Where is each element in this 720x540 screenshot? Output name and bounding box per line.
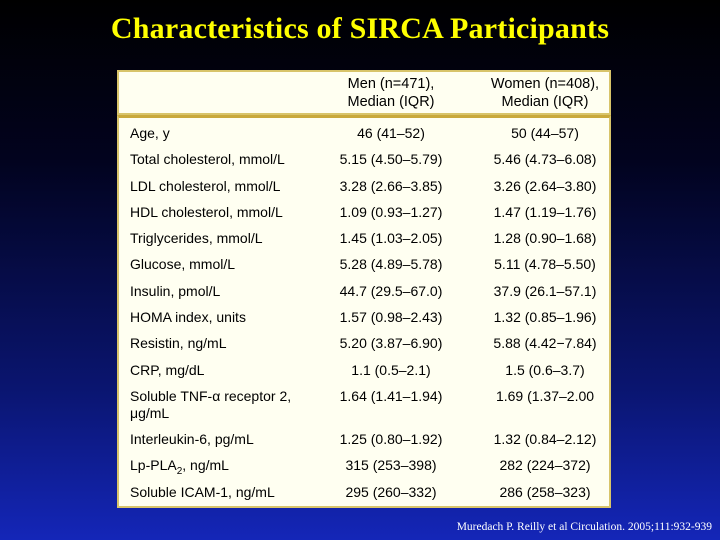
row-label-main: Lp-PLA (130, 457, 177, 474)
women-value: 282 (224–372) (499, 457, 591, 474)
women-value: 5.11 (4.78–5.50) (494, 256, 596, 273)
men-value: 1.25 (0.80–1.92) (339, 430, 443, 447)
women-value: 1.5 (0.6–3.7) (505, 361, 585, 378)
table-header (117, 70, 611, 115)
women-value: 1.47 (1.19–1.76) (493, 203, 597, 220)
table-row (119, 279, 609, 305)
women-value: 37.9 (26.1–57.1) (493, 282, 597, 299)
row-label-line1: Soluble TNF-α receptor 2, (130, 387, 292, 404)
table-row (119, 226, 609, 252)
row-label: Interleukin-6, pg/mL (130, 430, 254, 447)
men-value: 46 (41–52) (357, 125, 425, 141)
women-value: 5.46 (4.73–6.08) (493, 151, 597, 168)
men-value: 1.1 (0.5–2.1) (351, 361, 431, 378)
table-row (119, 384, 609, 427)
women-value: 5.88 (4.42−7.84) (493, 335, 597, 352)
row-label: Age, y (130, 125, 170, 141)
men-value: 5.28 (4.89–5.78) (339, 256, 443, 273)
table-row (119, 121, 609, 147)
men-value: 1.09 (0.93–1.27) (339, 203, 443, 220)
women-value: 286 (258–323) (499, 483, 591, 500)
table-row (119, 252, 609, 278)
women-column-header (482, 75, 608, 111)
men-header-line2: Median (IQR) (347, 94, 435, 110)
row-label-subscript: 2 (176, 466, 183, 478)
men-value: 1.45 (1.03–2.05) (339, 230, 443, 247)
table-row (119, 427, 609, 453)
women-value: 1.32 (0.85–1.96) (493, 309, 597, 326)
row-label: Glucose, mmol/L (130, 256, 236, 273)
table-row (119, 305, 609, 331)
men-value: 44.7 (29.5–67.0) (339, 282, 443, 299)
table-row (119, 174, 609, 200)
row-label: CRP, mg/dL (130, 361, 205, 378)
row-label: HOMA index, units (130, 309, 246, 326)
row-label-line2: μg/mL (130, 404, 170, 421)
row-label-rest: , ng/mL (182, 457, 229, 474)
men-value: 295 (260–332) (345, 483, 437, 500)
table-body (117, 115, 611, 508)
table-row (119, 480, 609, 506)
row-label (130, 388, 330, 422)
men-header-line1: Men (n=471), (347, 76, 435, 92)
men-value: 315 (253–398) (345, 457, 437, 474)
row-label: Resistin, ng/mL (130, 335, 227, 352)
men-value: 1.57 (0.98–2.43) (339, 309, 443, 326)
women-value: 3.26 (2.64–3.80) (493, 177, 597, 194)
men-value: 1.64 (1.41–1.94) (339, 387, 443, 404)
men-value: 5.20 (3.87–6.90) (339, 335, 443, 352)
table-row (119, 331, 609, 357)
men-value: 5.15 (4.50–5.79) (339, 151, 443, 168)
row-label: Total cholesterol, mmol/L (130, 151, 285, 168)
table-row (119, 453, 609, 479)
row-label: Soluble ICAM-1, ng/mL (130, 483, 275, 500)
row-label (130, 457, 330, 480)
table-row (119, 358, 609, 384)
table-row (119, 200, 609, 226)
women-value: 1.32 (0.84–2.12) (493, 430, 597, 447)
women-header-line2: Median (IQR) (501, 94, 589, 110)
women-value: 1.69 (1.37–2.00 (495, 387, 595, 404)
row-label: Insulin, pmol/L (130, 282, 221, 299)
table-row (119, 147, 609, 173)
women-header-line1: Women (n=408), (490, 76, 600, 92)
row-label: Triglycerides, mmol/L (130, 230, 263, 247)
men-value: 3.28 (2.66–3.85) (339, 177, 443, 194)
women-value: 1.28 (0.90–1.68) (493, 230, 597, 247)
slide-title: Characteristics of SIRCA Participants (110, 12, 610, 45)
row-label: HDL cholesterol, mmol/L (130, 203, 283, 220)
citation: Muredach P. Reilly et al Circulation. 2005;111:932-939 (456, 521, 712, 533)
row-label: LDL cholesterol, mmol/L (130, 177, 281, 194)
men-column-header (331, 75, 451, 111)
women-value: 50 (44–57) (511, 125, 579, 141)
